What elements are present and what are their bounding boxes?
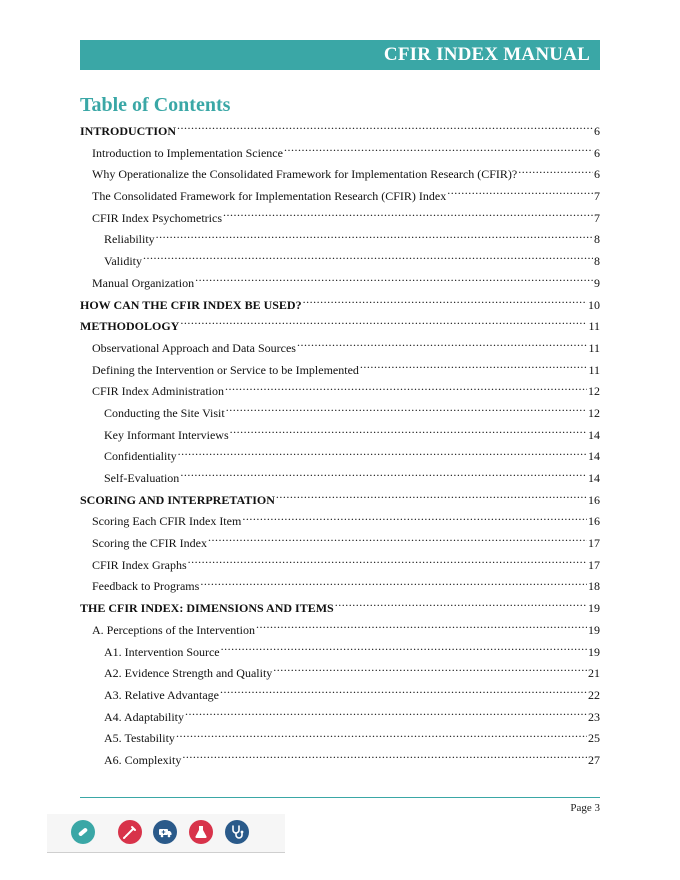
- toc-entry-page: 6: [594, 167, 600, 182]
- toc-dot-leader: [335, 600, 587, 612]
- toc-entry[interactable]: [80, 143, 600, 165]
- toc-dot-leader: [276, 492, 587, 504]
- toc-entry[interactable]: [80, 164, 600, 186]
- toc-entry-page: 19: [588, 622, 600, 637]
- toc-entry[interactable]: [80, 598, 600, 620]
- toc-entry-page: 11: [588, 362, 600, 377]
- table-of-contents: [80, 121, 600, 772]
- toc-entry[interactable]: [80, 533, 600, 555]
- toc-entry[interactable]: [80, 468, 600, 490]
- toc-entry-title: A3. Relative Advantage: [104, 687, 219, 702]
- toc-entry-page: 14: [588, 449, 600, 464]
- toc-entry[interactable]: [80, 403, 600, 425]
- toc-entry-title: A4. Adaptability: [104, 709, 184, 724]
- toc-entry-page: 27: [588, 752, 600, 767]
- toc-entry[interactable]: [80, 555, 600, 577]
- toc-entry-title: THE CFIR INDEX: DIMENSIONS AND ITEMS: [80, 601, 334, 616]
- toc-entry-title: Reliability: [104, 232, 155, 247]
- toc-dot-leader: [297, 340, 588, 352]
- toc-entry[interactable]: [80, 229, 600, 251]
- toc-entry[interactable]: [80, 707, 600, 729]
- toc-entry-page: 19: [588, 601, 600, 616]
- toc-entry-page: 11: [588, 340, 600, 355]
- toc-dot-leader: [200, 578, 587, 590]
- toc-entry-title: CFIR Index Graphs: [92, 557, 187, 572]
- toc-entry-page: 21: [588, 666, 600, 681]
- toc-entry[interactable]: [80, 208, 600, 230]
- toc-entry[interactable]: [80, 642, 600, 664]
- toc-entry-page: 7: [594, 210, 600, 225]
- toc-entry[interactable]: [80, 338, 600, 360]
- toc-dot-leader: [226, 405, 587, 417]
- toc-entry[interactable]: [80, 728, 600, 750]
- toc-dot-leader: [284, 145, 593, 157]
- toc-entry-title: Scoring Each CFIR Index Item: [92, 514, 242, 529]
- pills-icon: [71, 820, 95, 844]
- toc-entry-title: Introduction to Implementation Science: [92, 145, 283, 160]
- toc-entry[interactable]: [80, 750, 600, 772]
- toc-entry-title: A6. Complexity: [104, 752, 182, 767]
- toc-entry-title: Manual Organization: [92, 275, 195, 290]
- toc-entry[interactable]: [80, 295, 600, 317]
- toc-entry-page: 18: [588, 579, 600, 594]
- stethoscope-icon: [225, 820, 249, 844]
- toc-entry[interactable]: [80, 576, 600, 598]
- footer-divider: [80, 797, 600, 798]
- toc-dot-leader: [188, 557, 587, 569]
- ambulance-icon: [153, 820, 177, 844]
- toc-entry-page: 14: [588, 427, 600, 442]
- toc-entry-title: METHODOLOGY: [80, 319, 180, 334]
- toc-dot-leader: [182, 752, 587, 764]
- toc-entry-page: 19: [588, 644, 600, 659]
- toc-dot-leader: [225, 383, 587, 395]
- flask-icon: [189, 820, 213, 844]
- toc-dot-leader: [230, 427, 587, 439]
- toc-entry-page: 6: [594, 124, 600, 138]
- toc-entry-title: CFIR Index Psychometrics: [92, 210, 222, 225]
- toc-entry[interactable]: [80, 251, 600, 273]
- toc-dot-leader: [180, 318, 587, 330]
- toc-entry[interactable]: [80, 360, 600, 382]
- toc-dot-leader: [178, 448, 587, 460]
- document-title: CFIR INDEX MANUAL: [383, 44, 590, 65]
- toc-entry[interactable]: [80, 663, 600, 685]
- toc-entry-title: Key Informant Interviews: [104, 427, 229, 442]
- toc-entry[interactable]: [80, 490, 600, 512]
- toc-entry-page: 25: [588, 731, 600, 746]
- toc-dot-leader: [180, 470, 587, 482]
- toc-dot-leader: [177, 123, 593, 135]
- toc-dot-leader: [208, 535, 587, 547]
- toc-entry-title: Observational Approach and Data Sources: [92, 340, 296, 355]
- toc-entry-page: 23: [588, 709, 600, 724]
- toc-entry-title: The Consolidated Framework for Implementation Research (CFIR) Index: [92, 189, 447, 204]
- toc-entry-page: 16: [588, 514, 600, 529]
- toc-entry-page: 22: [588, 687, 600, 702]
- document-header-band: [80, 40, 600, 70]
- toc-entry-page: 9: [594, 275, 600, 290]
- footer-icon-strip: [47, 814, 285, 853]
- toc-entry-title: INTRODUCTION: [80, 124, 177, 138]
- page-number: Page 3: [570, 802, 600, 814]
- toc-entry-title: A1. Intervention Source: [104, 644, 220, 659]
- toc-entry-title: Validity: [104, 254, 142, 269]
- toc-entry-title: A5. Testability: [104, 731, 175, 746]
- toc-entry-title: Confidentiality: [104, 449, 177, 464]
- toc-heading: Table of Contents: [80, 94, 231, 116]
- toc-entry-title: A. Perceptions of the Intervention: [92, 622, 255, 637]
- toc-dot-leader: [143, 253, 593, 265]
- syringe-icon: [118, 820, 142, 844]
- toc-entry-title: A2. Evidence Strength and Quality: [104, 666, 273, 681]
- toc-entry-page: 14: [588, 471, 600, 485]
- toc-entry[interactable]: [80, 121, 600, 143]
- toc-entry-page: 7: [594, 189, 600, 204]
- toc-entry-title: Scoring the CFIR Index: [92, 536, 207, 551]
- toc-entry[interactable]: [80, 425, 600, 447]
- toc-dot-leader: [185, 709, 587, 721]
- toc-entry[interactable]: [80, 511, 600, 533]
- toc-dot-leader: [221, 644, 587, 656]
- toc-entry-page: 12: [588, 405, 600, 420]
- toc-entry-title: Why Operationalize the Consolidated Framework for Implementation Research (CFIR)?: [92, 167, 518, 182]
- toc-dot-leader: [256, 622, 587, 634]
- toc-dot-leader: [518, 166, 593, 178]
- toc-entry-title: Defining the Intervention or Service to be Implemented: [92, 362, 359, 377]
- toc-entry-title: Conducting the Site Visit: [104, 405, 225, 420]
- toc-entry-title: CFIR Index Administration: [92, 384, 224, 399]
- toc-dot-leader: [447, 188, 593, 200]
- toc-entry[interactable]: [80, 186, 600, 208]
- toc-dot-leader: [195, 275, 593, 287]
- toc-dot-leader: [273, 665, 587, 677]
- toc-entry-title: SCORING AND INTERPRETATION: [80, 492, 275, 507]
- toc-entry-title: HOW CAN THE CFIR INDEX BE USED?: [80, 297, 302, 312]
- toc-entry-page: 16: [588, 492, 600, 507]
- toc-dot-leader: [303, 297, 587, 309]
- toc-entry[interactable]: [80, 685, 600, 707]
- toc-entry[interactable]: [80, 316, 600, 338]
- toc-entry-title: Self-Evaluation: [104, 471, 180, 485]
- toc-entry-title: Feedback to Programs: [92, 579, 200, 594]
- toc-entry[interactable]: [80, 620, 600, 642]
- toc-entry-page: 10: [588, 297, 600, 312]
- toc-entry[interactable]: [80, 273, 600, 295]
- toc-entry-page: 6: [594, 145, 600, 160]
- toc-dot-leader: [242, 513, 587, 525]
- toc-entry[interactable]: [80, 446, 600, 468]
- toc-entry-page: 17: [588, 557, 600, 572]
- toc-dot-leader: [360, 362, 588, 374]
- toc-entry-page: 8: [594, 254, 600, 269]
- toc-entry-page: 11: [588, 319, 600, 334]
- toc-entry[interactable]: [80, 381, 600, 403]
- toc-entry-page: 17: [588, 536, 600, 551]
- toc-dot-leader: [220, 687, 587, 699]
- toc-entry-page: 8: [594, 232, 600, 247]
- toc-dot-leader: [156, 231, 593, 243]
- toc-dot-leader: [223, 210, 593, 222]
- toc-entry-page: 12: [588, 384, 600, 399]
- toc-dot-leader: [176, 730, 587, 742]
